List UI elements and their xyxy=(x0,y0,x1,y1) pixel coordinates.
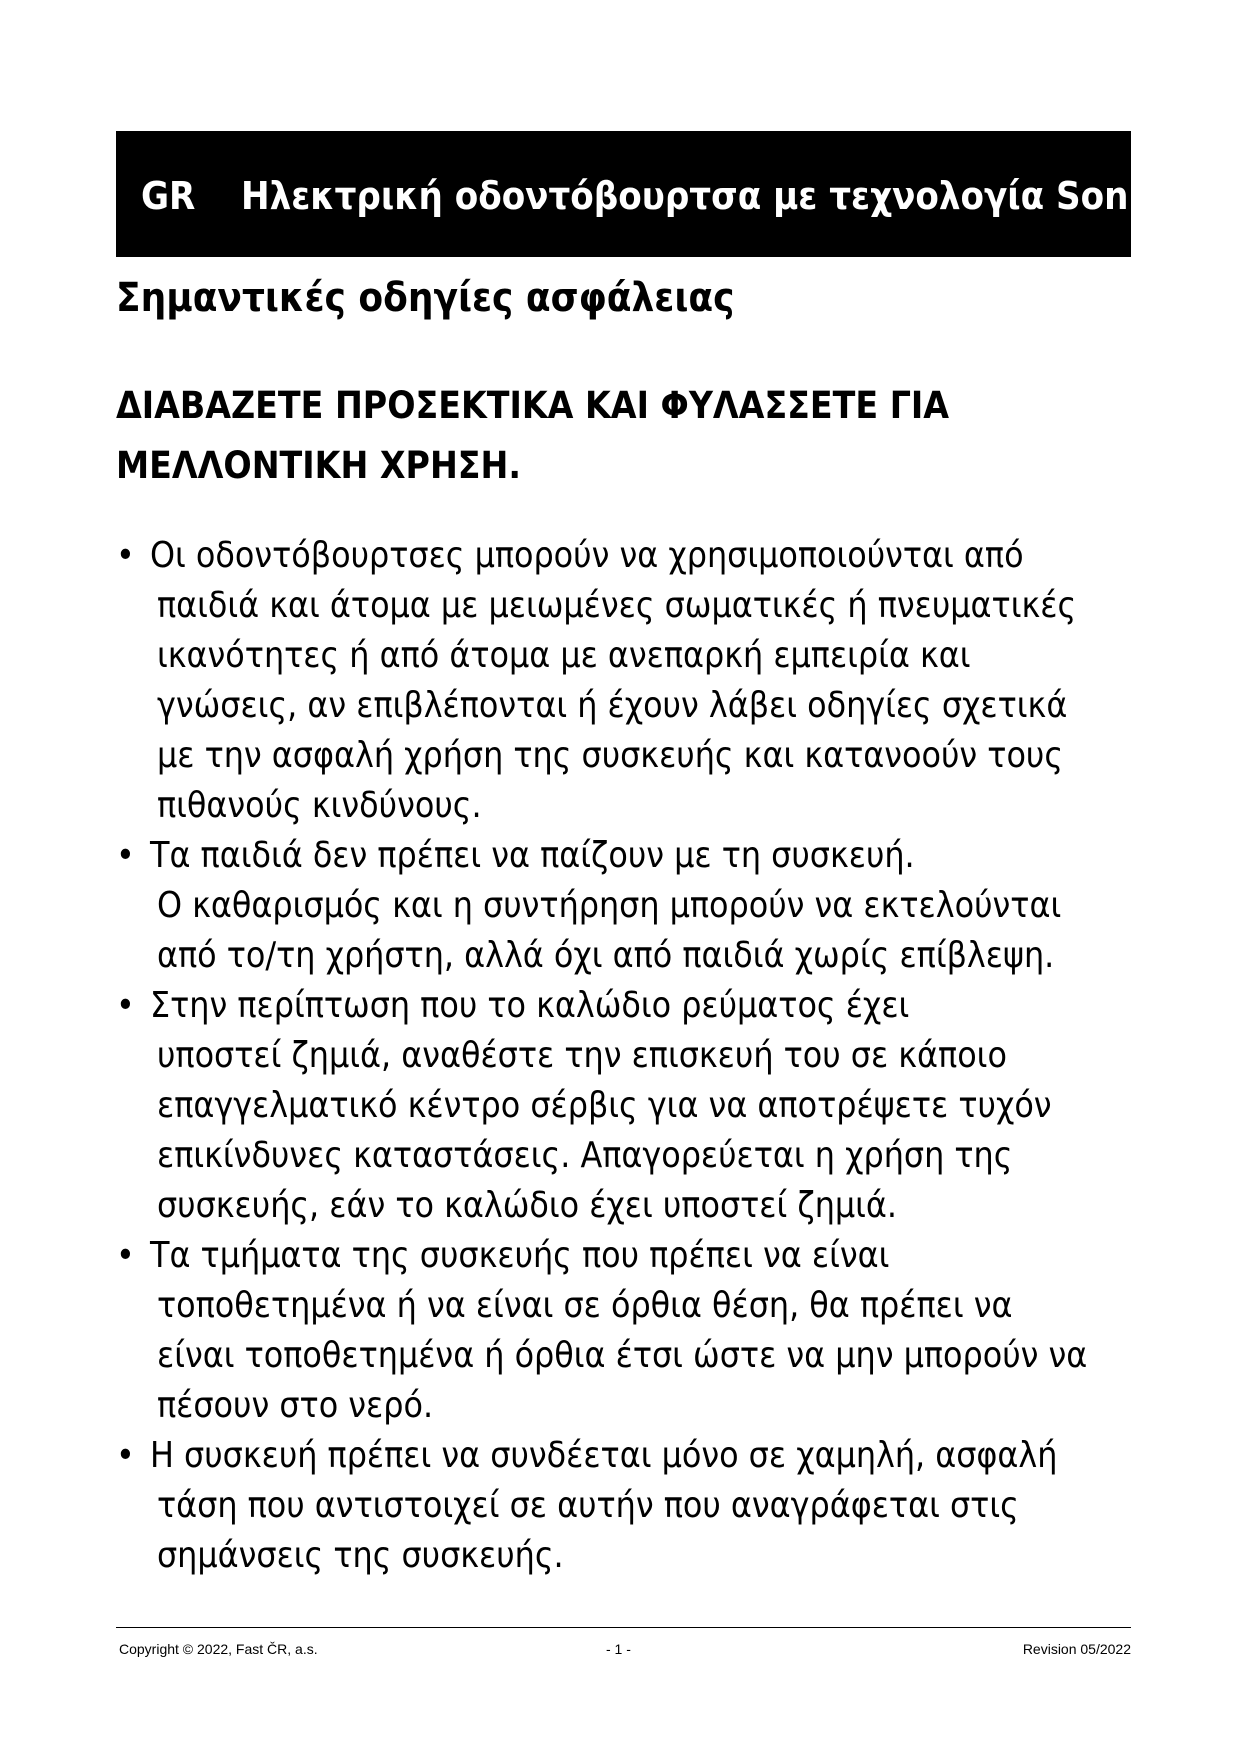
footer-page-number: - 1 - xyxy=(606,1641,631,1657)
read-carefully-warning xyxy=(116,376,1116,496)
language-code: GR xyxy=(141,174,196,218)
rule-line: επαγγελματικό κέντρο σέρβις για να αποτρέψετε τυχόν xyxy=(157,1085,1052,1126)
rule-line: συσκευής, εάν το καλώδιο έχει υποστεί ζημιά. xyxy=(157,1185,898,1226)
rule-line: γνώσεις, αν επιβλέπονται ή έχουν λάβει οδηγίες σχετικά xyxy=(157,685,1068,726)
bullet-icon: • xyxy=(116,1435,135,1476)
footer-divider xyxy=(116,1627,1131,1628)
rule-line: Οι οδοντόβουρτσες μπορούν να χρησιμοποιούνται από xyxy=(150,535,1024,576)
rule-line: επικίνδυνες καταστάσεις. Απαγορεύεται η χρήση της xyxy=(157,1135,1013,1176)
footer-revision: Revision 05/2022 xyxy=(1022,1641,1131,1657)
rule-line: παιδιά και άτομα με μειωμένες σωματικές ή πνευματικές xyxy=(157,585,1077,626)
rule-line: τάση που αντιστοιχεί σε αυτήν που αναγράφεται στις xyxy=(157,1485,1019,1526)
bullet-icon: • xyxy=(116,1235,135,1276)
section-title: Σημαντικές οδηγίες ασφάλειας xyxy=(116,275,735,321)
rule-line: πιθανούς κινδύνους. xyxy=(157,785,482,826)
rule-line: σημάνσεις της συσκευής. xyxy=(157,1535,564,1576)
rule-line: από το/τη χρήστη, αλλά όχι από παιδιά χωρίς επίβλεψη. xyxy=(157,935,1055,976)
bullet-icon: • xyxy=(116,985,135,1026)
rule-line: με την ασφαλή χρήση της συσκευής και κατανοούν τους xyxy=(157,735,1064,776)
bullet-icon: • xyxy=(116,535,135,576)
document-title: Ηλεκτρική οδοντόβουρτσα με τεχνολογία Sonic xyxy=(241,174,1161,218)
rule-line: Η συσκευή πρέπει να συνδέεται μόνο σε χαμηλή, ασφαλή xyxy=(150,1435,1058,1476)
warning-line: ΜΕΛΛΟΝΤΙΚΗ ΧΡΗΣΗ. xyxy=(116,444,522,487)
rule-line: τοποθετημένα ή να είναι σε όρθια θέση, θα πρέπει να xyxy=(157,1285,1013,1326)
bullet-icon: • xyxy=(116,835,135,876)
rule-line: Τα παιδιά δεν πρέπει να παίζουν με τη συσκευή. xyxy=(150,835,915,876)
safety-rule xyxy=(116,831,1136,981)
safety-rule xyxy=(116,1231,1136,1431)
rule-line: ικανότητες ή από άτομα με ανεπαρκή εμπειρία και xyxy=(157,635,971,676)
safety-rules-list xyxy=(116,531,1136,1581)
rule-line: είναι τοποθετημένα ή όρθια έτσι ώστε να μην μπορούν να xyxy=(157,1335,1088,1376)
rule-line: Στην περίπτωση που το καλώδιο ρεύματος έχει xyxy=(150,985,910,1026)
footer-copyright: Copyright © 2022, Fast ČR, a.s. xyxy=(119,1641,318,1657)
rule-line: υποστεί ζημιά, αναθέστε την επισκευή του σε κάποιο xyxy=(157,1035,1007,1076)
rule-line: Τα τμήματα της συσκευής που πρέπει να είναι xyxy=(150,1235,890,1276)
rule-line: πέσουν στο νερό. xyxy=(157,1385,434,1426)
safety-rule xyxy=(116,531,1136,831)
warning-line: ΔΙΑΒΑΖΕΤΕ ΠΡΟΣΕΚΤΙΚΑ ΚΑΙ ΦΥΛΑΣΣΕΤΕ ΓΙΑ xyxy=(116,384,950,427)
rule-line: Ο καθαρισμός και η συντήρηση μπορούν να εκτελούνται xyxy=(157,885,1062,926)
safety-rule xyxy=(116,1431,1136,1581)
safety-rule xyxy=(116,981,1136,1231)
header-bar xyxy=(116,131,1161,257)
